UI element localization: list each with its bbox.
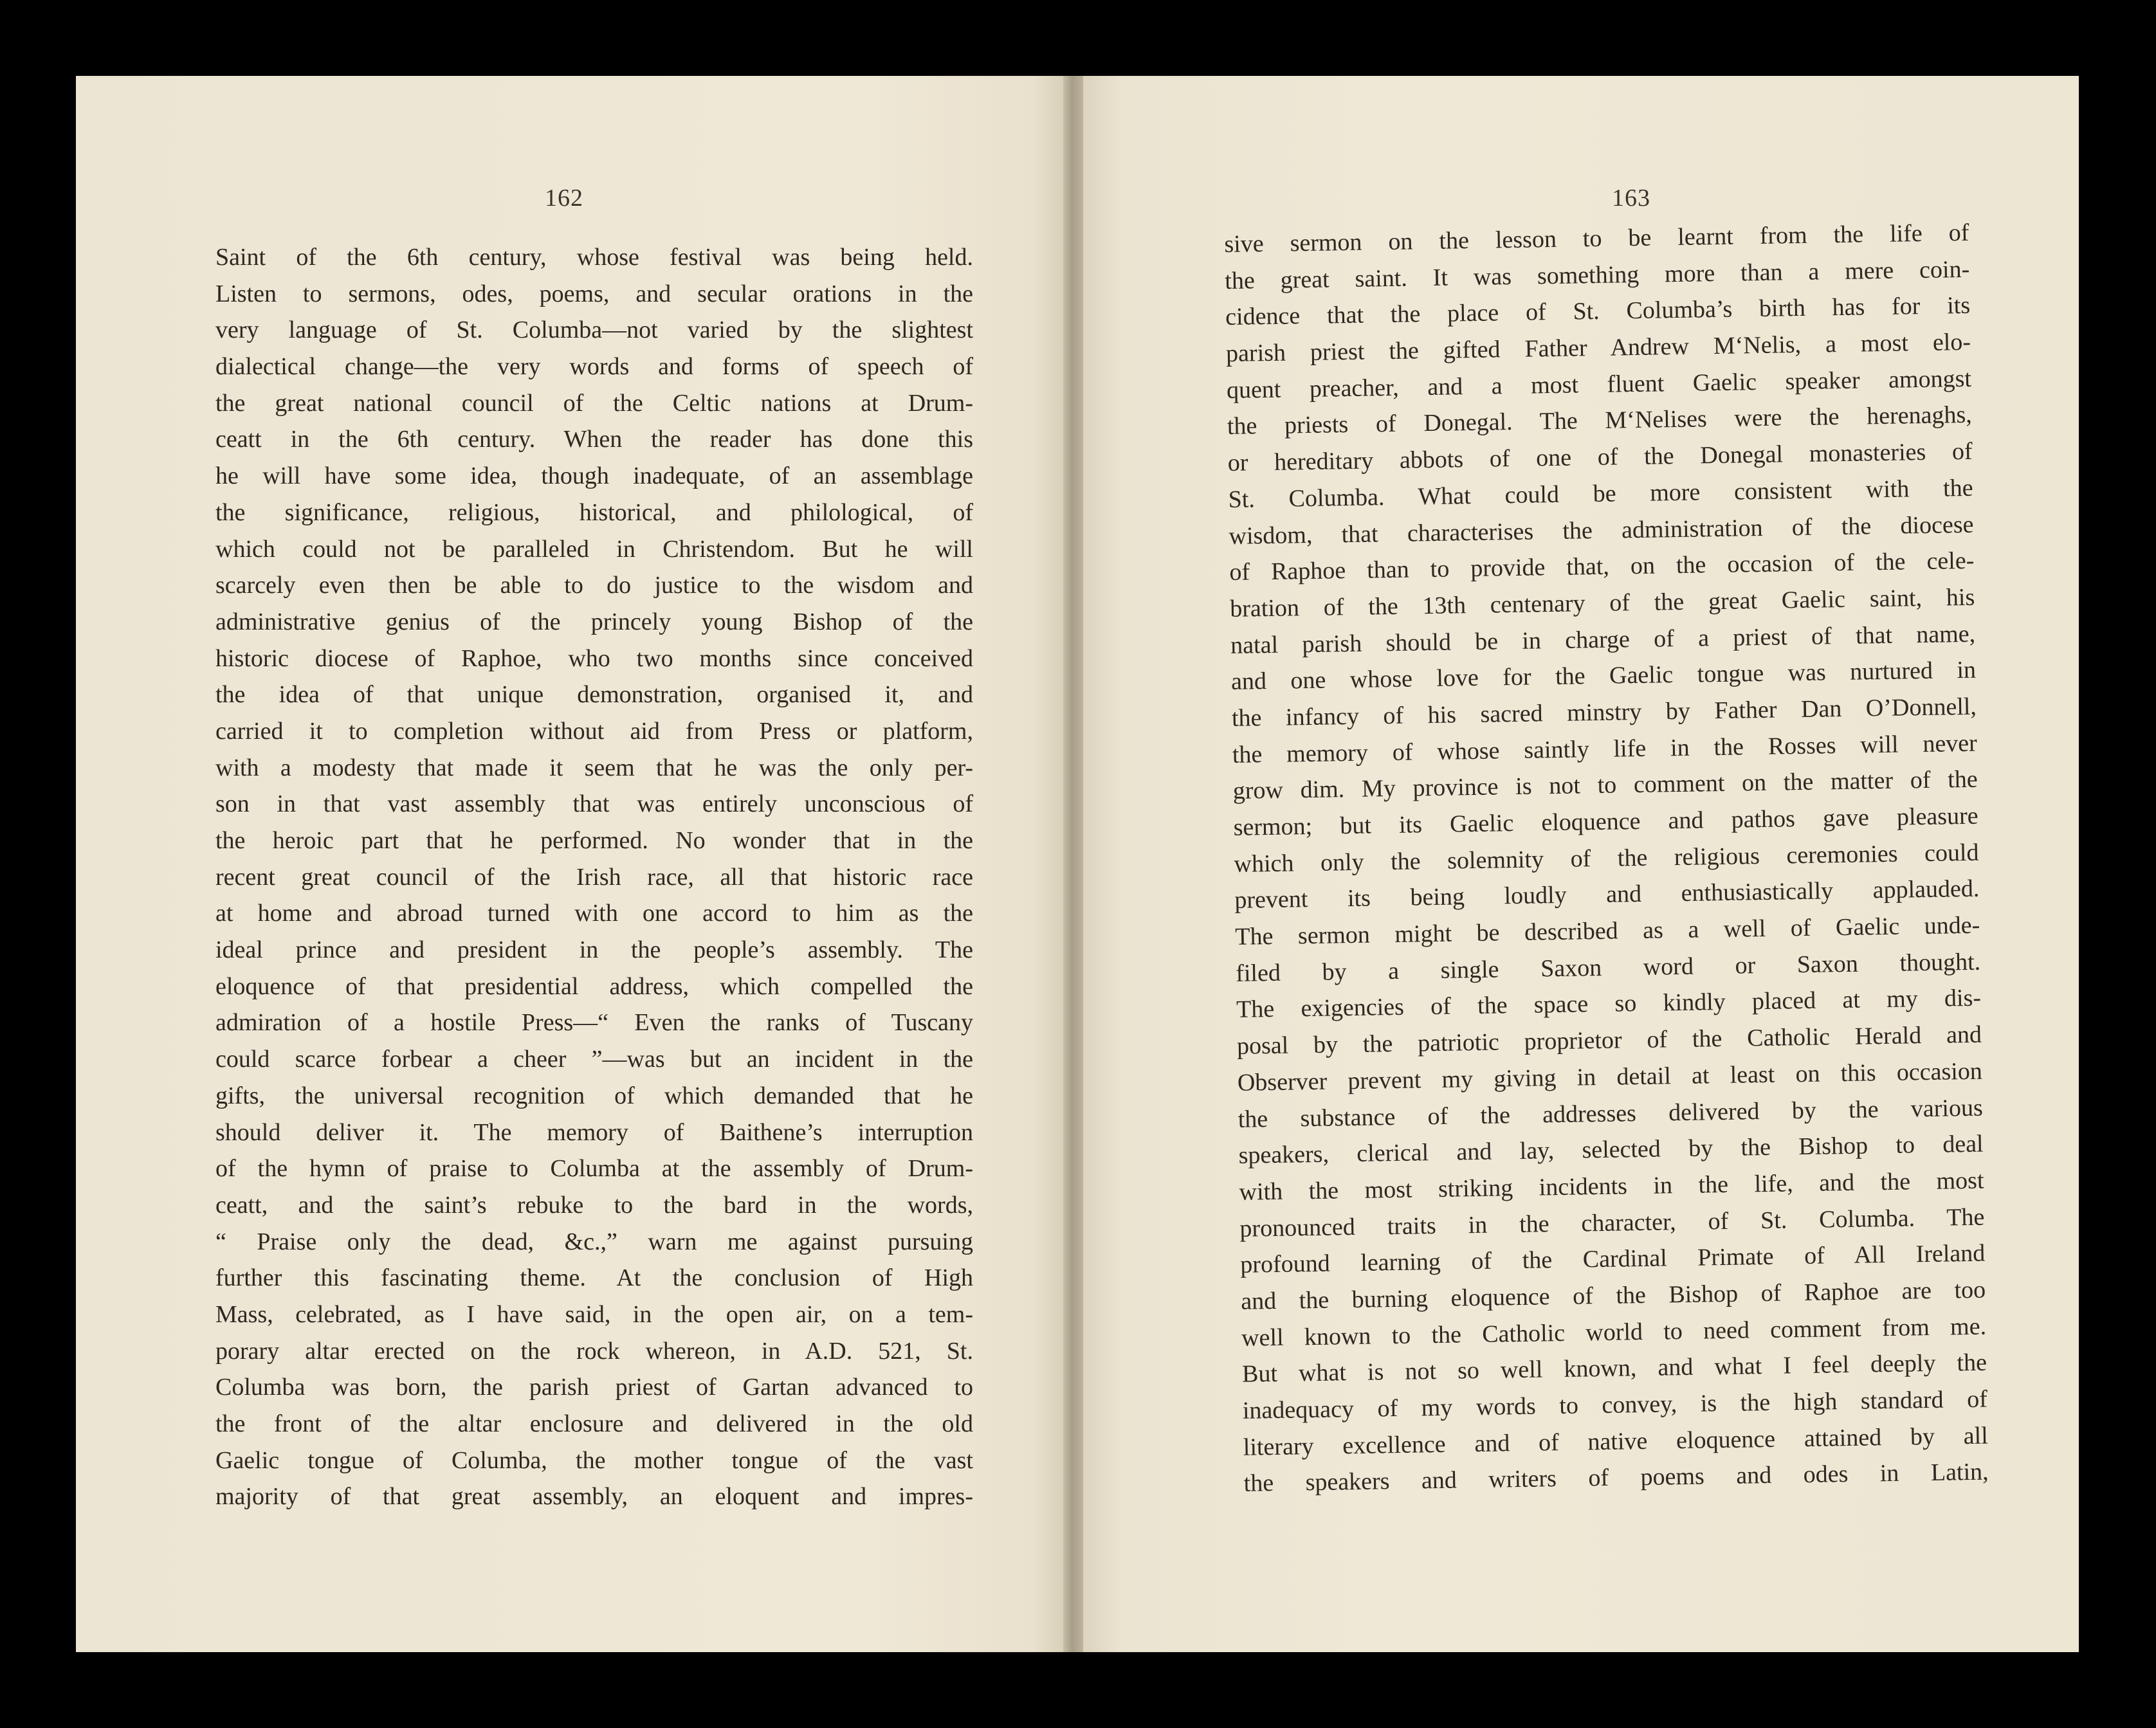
body-text xyxy=(215,239,973,1515)
text-line: with the most striking incidents in the life, and the most xyxy=(1239,1167,1984,1206)
text-line: prevent its being loudly and enthusiastically applauded. xyxy=(1234,875,1980,914)
text-line: dialectical change—the very words and forms of speech of xyxy=(215,353,973,381)
text-line: Mass, celebrated, as I have said, in the open air, on a tem- xyxy=(215,1300,973,1328)
text-line: the great saint. It was something more than a mere coin- xyxy=(1225,255,1970,295)
text-line: “ Praise only the dead, &c.,” warn me against pursuing xyxy=(215,1228,973,1255)
text-line: speakers, clerical and lay, selected by the Bishop to deal xyxy=(1238,1130,1984,1170)
text-line: and one whose love for the Gaelic tongue was nurtured in xyxy=(1230,656,1977,696)
text-line: the infancy of his sacred minstry by Father Dan O’Donnell, xyxy=(1231,693,1977,732)
text-line: inadequacy of my words to convey, is the high standard of xyxy=(1242,1385,1988,1424)
text-line: majority of that great assembly, an eloquent and impres- xyxy=(215,1483,973,1511)
text-line: sermon; but its Gaelic eloquence and pathos gave pleasure xyxy=(1233,802,1978,841)
text-line: posal by the patriotic proprietor of the Catholic Herald and xyxy=(1236,1021,1982,1060)
text-line: filed by a single Saxon word or Saxon thought. xyxy=(1235,948,1981,987)
text-line: St. Columba. What could be more consistent with the xyxy=(1228,474,1973,513)
text-line: the substance of the addresses delivered by the various xyxy=(1238,1094,1983,1133)
text-line: cidence that the place of St. Columba’s birth has for its xyxy=(1225,292,1971,331)
text-line: pronounced traits in the character, of St. Columba. The xyxy=(1239,1203,1985,1242)
text-line: bration of the 13th centenary of the great Gaelic saint, his xyxy=(1230,583,1975,623)
text-line: the speakers and writers of poems and odes in Latin, xyxy=(1243,1458,1989,1498)
text-line: ceatt, and the saint’s rebuke to the bard in the words, xyxy=(215,1191,973,1219)
text-line: ideal prince and president in the people’s assembly. The xyxy=(215,936,973,964)
page-number: 162 xyxy=(545,185,583,212)
text-line: of the hymn of praise to Columba at the assembly of Drum- xyxy=(215,1155,973,1183)
book-gutter xyxy=(1063,76,1083,1652)
text-line: the great national council of the Celtic nations at Drum- xyxy=(215,389,973,417)
text-line: The sermon might be described as a well of Gaelic unde- xyxy=(1235,911,1980,950)
text-line: the front of the altar enclosure and delivered in the old xyxy=(215,1410,973,1437)
text-line: should deliver it. The memory of Baithene’s interruption xyxy=(215,1118,973,1146)
text-line: and the burning eloquence of the Bishop of Raphoe are too xyxy=(1240,1276,1986,1315)
text-line: could scarce forbear a cheer ”—was but an incident in the xyxy=(215,1046,973,1073)
text-line: the significance, religious, historical, and philological, of xyxy=(215,498,973,526)
book-spread xyxy=(76,76,2079,1652)
text-line: grow dim. My province is not to comment on the matter of the xyxy=(1232,766,1978,805)
text-line: gifts, the universal recognition of which demanded that he xyxy=(215,1082,973,1109)
text-line: admiration of a hostile Press—“ Even the ranks of Tuscany xyxy=(215,1009,973,1037)
text-line: carried it to completion without aid from Press or platform, xyxy=(215,717,973,745)
text-line: Listen to sermons, odes, poems, and secular orations in the xyxy=(215,280,973,307)
body-text xyxy=(1224,215,1989,1502)
text-line: son in that vast assembly that was entirely unconscious of xyxy=(215,790,973,818)
right-page xyxy=(1083,76,2079,1652)
text-line: further this fascinating theme. At the conclusion of High xyxy=(215,1264,973,1292)
text-line: The exigencies of the space so kindly placed at my dis- xyxy=(1236,985,1982,1024)
text-line: wisdom, that characterises the administration of the diocese xyxy=(1229,511,1974,550)
text-line: recent great council of the Irish race, all that historic race xyxy=(215,863,973,891)
text-line: But what is not so well known, and what I feel deeply the xyxy=(1241,1349,1987,1388)
text-line: ceatt in the 6th century. When the reader has done this xyxy=(215,426,973,453)
text-line: porary altar erected on the rock whereon, in A.D. 521, St. xyxy=(215,1337,973,1365)
text-line: well known to the Catholic world to need comment from me. xyxy=(1241,1313,1987,1352)
text-line: the memory of whose saintly life in the Rosses will never xyxy=(1232,729,1978,769)
text-line: which only the solemnity of the religious ceremonies could xyxy=(1234,839,1979,878)
left-page xyxy=(76,76,1063,1652)
text-line: the idea of that unique demonstration, organised it, and xyxy=(215,681,973,709)
text-line: eloquence of that presidential address, which compelled the xyxy=(215,972,973,1000)
text-line: parish priest the gifted Father Andrew M‘Nelis, a most elo- xyxy=(1225,328,1971,368)
text-line: of Raphoe than to provide that, on the occasion of the cele- xyxy=(1229,547,1975,587)
text-line: or hereditary abbots of one of the Donegal monasteries of xyxy=(1227,437,1973,477)
text-line: he will have some idea, though inadequate, of an assemblage xyxy=(215,462,973,490)
text-line: Observer prevent my giving in detail at least on this occasion xyxy=(1237,1057,1983,1096)
text-line: at home and abroad turned with one accord to him as the xyxy=(215,900,973,927)
text-line: the priests of Donegal. The M‘Nelises were the herenaghs, xyxy=(1227,401,1973,441)
page-number: 163 xyxy=(1612,185,1650,212)
text-line: administrative genius of the princely young Bishop of the xyxy=(215,608,973,635)
text-line: natal parish should be in charge of a priest of that name, xyxy=(1230,620,1976,659)
text-line: Columba was born, the parish priest of Gartan advanced to xyxy=(215,1374,973,1401)
text-line: literary excellence and of native eloquence attained by all xyxy=(1243,1422,1989,1461)
text-line: very language of St. Columba—not varied by the slightest xyxy=(215,316,973,344)
text-line: which could not be paralleled in Christendom. But he will xyxy=(215,535,973,563)
text-line: Gaelic tongue of Columba, the mother tongue of the vast xyxy=(215,1446,973,1474)
text-line: scarcely even then be able to do justice to the wisdom and xyxy=(215,572,973,599)
text-line: the heroic part that he performed. No wonder that in the xyxy=(215,827,973,854)
text-line: Saint of the 6th century, whose festival was being held. xyxy=(215,244,973,271)
text-line: quent preacher, and a most fluent Gaelic speaker amongst xyxy=(1226,365,1972,404)
text-line: historic diocese of Raphoe, who two months since conceived xyxy=(215,644,973,672)
text-line: with a modesty that made it seem that he was the only per- xyxy=(215,754,973,781)
text-line: sive sermon on the lesson to be learnt from the life of xyxy=(1224,219,1969,258)
text-line: profound learning of the Cardinal Primate of All Ireland xyxy=(1240,1239,1986,1279)
